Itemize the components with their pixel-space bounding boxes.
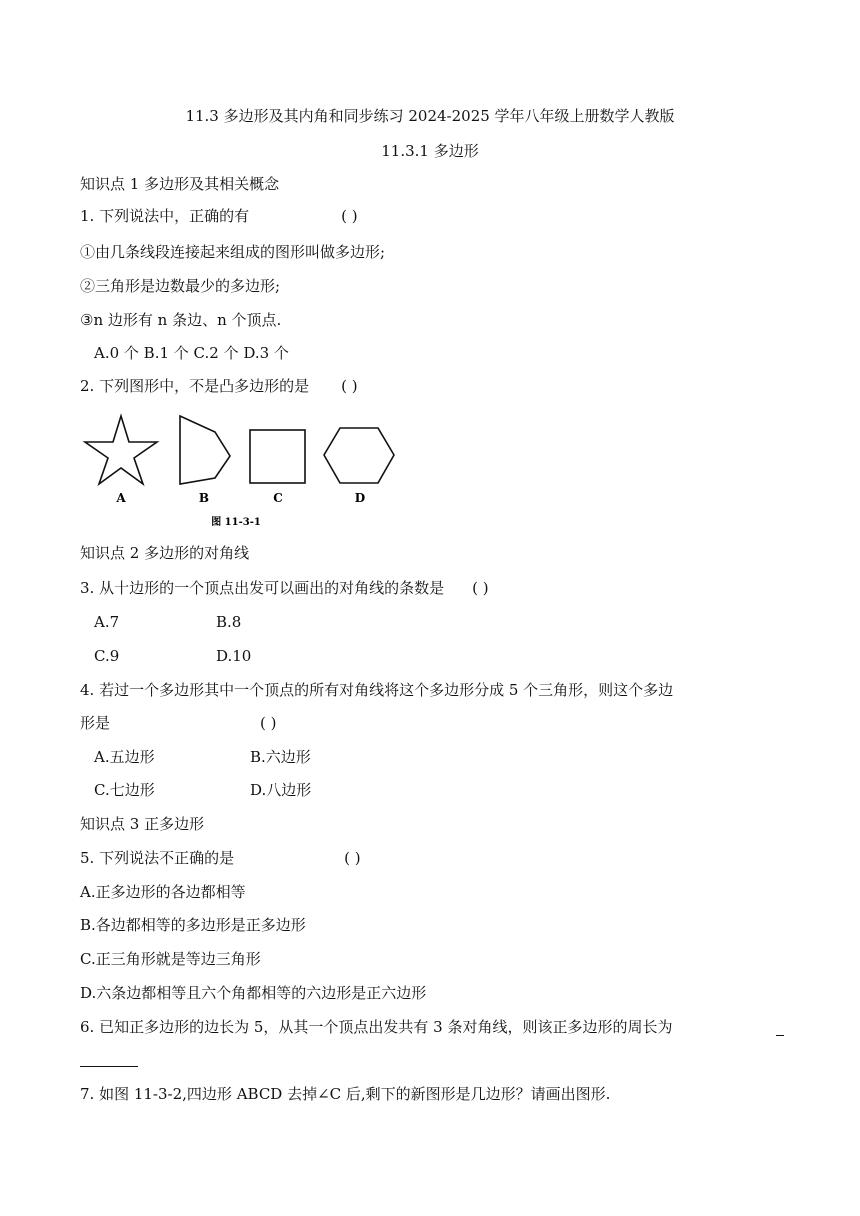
- figure-label-c: C: [273, 491, 283, 505]
- figure-label-b: B: [198, 491, 210, 505]
- figure-caption: 图 11-3-1: [211, 517, 261, 528]
- statement-3: ③n 边形有 n 条边、n 个顶点.: [80, 311, 282, 329]
- option-b: B.六边形: [250, 748, 311, 766]
- figure-11-3-1: [76, 408, 406, 533]
- question-1-stem: [80, 206, 358, 226]
- question-5-stem: [80, 848, 361, 868]
- option-a: A.五边形: [94, 748, 155, 766]
- question-1-options: A.0 个 B.1 个 C.2 个 D.3 个: [94, 344, 289, 362]
- option-b: B.8: [216, 613, 242, 631]
- question-4-text: 形是: [80, 714, 111, 732]
- option-a: A.正多边形的各边都相等: [80, 883, 246, 901]
- answer-blank-continued[interactable]: [80, 1066, 138, 1067]
- knowledge-point-1: 知识点 1 多边形及其相关概念: [80, 175, 280, 193]
- question-1-text: 1. 下列说法中，正确的有: [80, 207, 250, 225]
- figure-label-d: D: [354, 491, 366, 505]
- question-7-stem: 7. 如图 11-3-2,四边形 ABCD 去掉∠C 后,剩下的新图形是几边形？请画出图形.: [80, 1085, 611, 1103]
- question-4-stem: 4. 若过一个多边形其中一个顶点的所有对角线将这个多边形分成 5 个三角形，则这个多边: [80, 681, 674, 699]
- question-6-stem: 6. 已知正多边形的边长为 5，从其一个顶点出发共有 3 条对角线，则该正多边形的周长为: [80, 1018, 673, 1036]
- answer-blank[interactable]: [776, 1035, 784, 1036]
- question-5-text: 5. 下列说法不正确的是: [80, 849, 235, 867]
- option-d: D.六条边都相等且六个角都相等的六边形是正六边形: [80, 984, 427, 1002]
- question-3-stem: [80, 578, 489, 598]
- option-c: C.9: [94, 647, 120, 665]
- figure-label-a: A: [116, 491, 126, 505]
- answer-paren: ( ): [344, 849, 361, 867]
- option-c: C.正三角形就是等边三角形: [80, 950, 261, 968]
- square-shape: [250, 430, 305, 483]
- page-title: 11.3 多边形及其内角和同步练习 2024-2025 学年八年级上册数学人教版: [185, 107, 675, 125]
- option-d: D.10: [216, 647, 252, 665]
- answer-paren: ( ): [341, 207, 358, 225]
- answer-paren: ( ): [341, 377, 358, 395]
- option-a: A.7: [94, 613, 120, 631]
- question-2-stem: [80, 376, 358, 396]
- pentagon-shape: [180, 416, 230, 484]
- knowledge-point-2: 知识点 2 多边形的对角线: [80, 544, 250, 562]
- statement-2: ②三角形是边数最少的多边形;: [80, 277, 281, 295]
- answer-paren: ( ): [472, 579, 489, 597]
- question-4-stem-2: [80, 713, 277, 733]
- hexagon-shape: [324, 428, 394, 483]
- option-d: D.八边形: [250, 781, 312, 799]
- statement-1: ①由几条线段连接起来组成的图形叫做多边形;: [80, 243, 386, 261]
- question-2-text: 2. 下列图形中，不是凸多边形的是: [80, 377, 310, 395]
- knowledge-point-3: 知识点 3 正多边形: [80, 815, 205, 833]
- question-3-text: 3. 从十边形的一个顶点出发可以画出的对角线的条数是: [80, 579, 445, 597]
- option-c: C.七边形: [94, 781, 155, 799]
- star-shape: [85, 416, 157, 484]
- section-title: 11.3.1 多边形: [381, 142, 479, 160]
- answer-paren: ( ): [260, 714, 277, 732]
- option-b: B.各边都相等的多边形是正多边形: [80, 916, 306, 934]
